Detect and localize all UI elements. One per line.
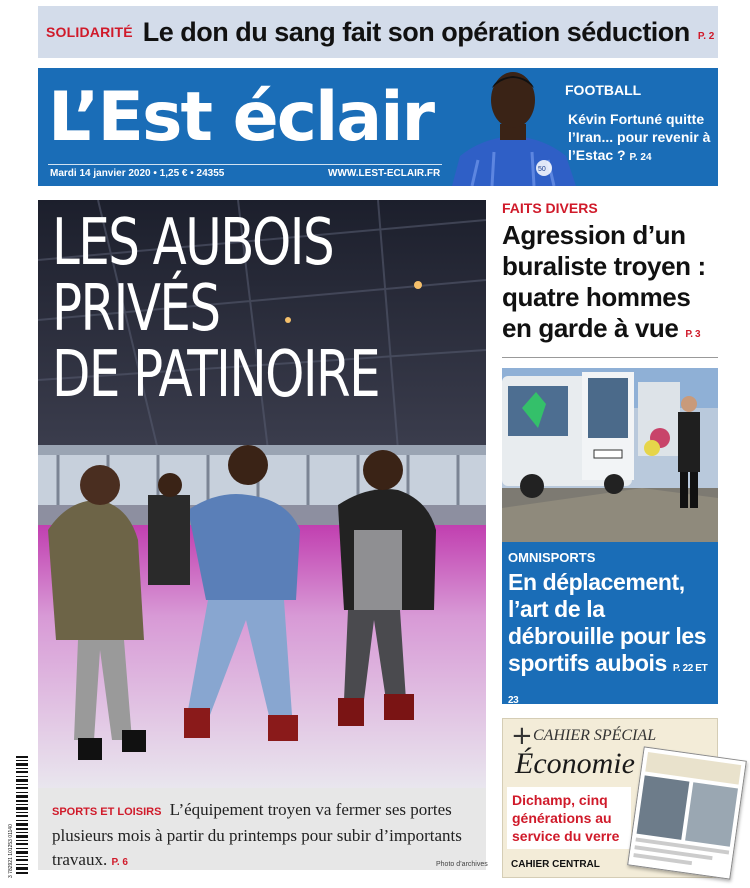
hero-caption-page: P. 6 (111, 857, 128, 868)
football-headline-text: Kévin Fortuné quitte l’Iran... pour revenir à l’Estac ? (568, 111, 711, 163)
mini-cover-thumbnail (627, 746, 747, 879)
top-banner[interactable] (38, 6, 718, 58)
cahier-special[interactable] (502, 718, 718, 878)
column-divider (502, 357, 718, 358)
hero-caption-text: L’équipement troyen va fermer ses portes plusieurs mois à partir du printemps pour subir d’importants travaux. (52, 800, 462, 869)
top-banner-headline: Le don du sang fait son opération séduction (142, 16, 690, 47)
top-banner-kicker: SOLIDARITÉ (46, 24, 133, 40)
cahier-kicker: CAHIER SPÉCIAL (533, 727, 657, 744)
plus-icon: + (511, 721, 533, 751)
svg-text:50: 50 (538, 166, 546, 173)
masthead-rule (48, 164, 446, 165)
dateline: Mardi 14 janvier 2020 • 1,25 € • 24355 (50, 168, 225, 179)
football-kicker: FOOTBALL (565, 82, 642, 98)
hero-headline-line: DE PATINOIRE (52, 338, 380, 412)
hero-headline-line: PRIVÉS (52, 272, 220, 346)
omnisports-headline (508, 569, 712, 714)
omnisports-headline-text: En déplacement, l’art de la débrouille pour les sportifs aubois (508, 569, 707, 676)
omnisports-kicker: OMNISPORTS (508, 550, 596, 565)
football-headline[interactable] (568, 110, 716, 167)
newspaper-logo: L’Est éclair (48, 78, 434, 157)
faits-divers-headline-text: Agression d’un buraliste troyen : quatre hommes en garde à vue (502, 220, 706, 343)
faits-divers-headline[interactable] (502, 220, 718, 350)
barcode (4, 752, 30, 882)
website-link[interactable]: WWW.LEST-ECLAIR.FR (328, 168, 441, 179)
faits-divers-page: P. 3 (685, 329, 701, 340)
barcode-number: 3 782921 101253 01140 (8, 824, 14, 878)
hero-headline-line: LES AUBOIS (52, 206, 334, 280)
photo-credit: Photo d’archives (436, 861, 488, 868)
omnisports-block[interactable] (502, 542, 718, 704)
hero-headline (52, 206, 380, 412)
football-page: P. 24 (629, 152, 652, 163)
hero-caption-kicker: SPORTS ET LOISIRS (52, 806, 162, 818)
faits-divers-kicker: FAITS DIVERS (502, 200, 598, 216)
cahier-central-label: CAHIER CENTRAL (511, 859, 600, 870)
cahier-description: Dichamp, cinq générations au service du verre (507, 787, 631, 849)
masthead (38, 68, 718, 186)
team-bus-photo[interactable] (502, 368, 718, 542)
top-banner-page: P. 2 (697, 30, 715, 42)
football-player-photo[interactable] (442, 68, 584, 186)
omnisports-page: P. 22 ET 23 (508, 663, 708, 706)
hero-caption[interactable] (38, 788, 486, 870)
cahier-title: Économie (515, 747, 635, 780)
hero-photo[interactable] (38, 200, 486, 788)
